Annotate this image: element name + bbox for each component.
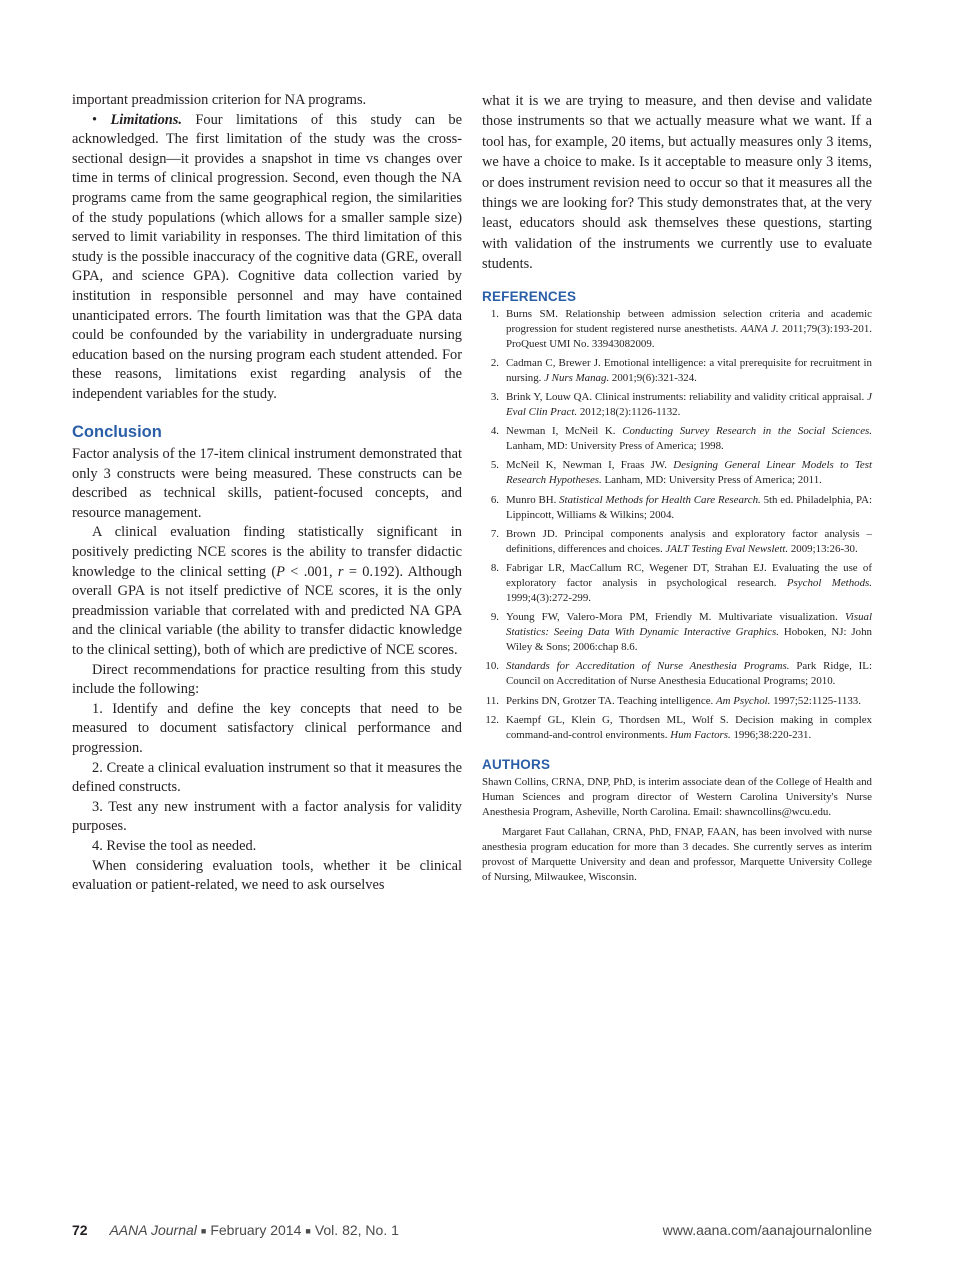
authors-heading: AUTHORS	[482, 756, 551, 772]
reference-item	[482, 458, 872, 488]
reference-source: J Nurs Manag.	[544, 371, 610, 384]
right-column	[482, 91, 872, 890]
reference-text: Young FW, Valero-Mora PM, Friendly M. Multivariate visualization.	[506, 611, 845, 624]
reference-source: Visual Statistics: Seeing Data With Dynamic Interactive Graphics.	[506, 611, 872, 639]
journal-url[interactable]: www.aana.com/aanajournalonline	[662, 1222, 872, 1238]
reference-item	[482, 493, 872, 523]
authors-block	[482, 775, 872, 885]
reference-text: Munro BH.	[506, 493, 560, 506]
journal-name: AANA Journal	[109, 1222, 197, 1238]
reference-item	[482, 356, 872, 386]
author-bio-2: Margaret Faut Callahan, CRNA, PhD, FNAP, FAAN, has been involved with nurse anesthesia program education for more than 3 decades. She currently serves as interim provost of Marquette University and dean and professor, Marquette University College of Nursing, Milwaukee, Wisconsin.	[482, 825, 872, 883]
r-value-symbol: r	[337, 563, 344, 580]
reference-item	[482, 424, 872, 454]
conclusion-paragraph-4: When considering evaluation tools, whether it be clinical evaluation or patient-related, we need to ask ourselves	[72, 857, 462, 894]
reference-item	[482, 610, 872, 655]
reference-number: 11.	[485, 694, 499, 707]
reference-source: Am Psychol.	[715, 694, 771, 707]
reference-text: Burns SM. Relationship between admission selection criteria and academic progression for student registered nurse anesthetists.	[506, 307, 872, 335]
conclusion-p2-text-b: < .001,	[284, 563, 338, 580]
continuation-block	[482, 91, 872, 275]
reference-number: 10.	[485, 660, 499, 673]
left-column	[72, 91, 462, 896]
recommendation-4: 4. Revise the tool as needed.	[92, 837, 257, 854]
reference-item	[482, 390, 872, 420]
reference-number: 9.	[490, 611, 499, 624]
reference-text: Newman I, McNeil K.	[506, 425, 623, 438]
recommendation-2: 2. Create a clinical evaluation instrument so that it measures the defined constructs.	[72, 759, 462, 796]
reference-details: 2001;9(6):321-324.	[609, 371, 697, 384]
reference-text: Kaempf GL, Klein G, Thordsen ML, Wolf S. Decision making in complex command-and-control environments.	[506, 713, 872, 741]
reference-details: 1997;52:1125-1133.	[770, 694, 861, 707]
intro-paragraph: important preadmission criterion for NA programs.	[72, 92, 367, 108]
conclusion-p2-text-c: = 0.192). Although overall GPA is not itself predictive of NCE scores, it is the only preadmission variable that correlated with and predicted NA GPA and the clinical variable (the ability to transfer didactic knowledge to the clinical setting), both of which are predictive of NCE scores.	[72, 563, 462, 659]
bullet: •	[92, 111, 111, 128]
reference-text: Fabrigar LR, MacCallum RC, Wegener DT, Strahan EJ. Evaluating the use of exploratory factor analysis in psychological research.	[506, 561, 872, 589]
reference-source: J Eval Clin Pract.	[506, 391, 872, 419]
reference-details: Lanham, MD: University Press of America; 1998.	[506, 440, 724, 453]
reference-details: Lanham, MD: University Press of America; 2011.	[601, 474, 822, 487]
reference-source: AANA J.	[740, 322, 779, 335]
reference-item	[482, 713, 872, 743]
reference-text: Brown JD. Principal components analysis and exploratory factor analysis – definitions, differences and choices.	[506, 527, 872, 555]
reference-item	[482, 527, 872, 557]
reference-source: Standards for Accreditation of Nurse Anesthesia Programs.	[506, 660, 790, 673]
reference-source: JALT Testing Eval Newslett.	[665, 542, 789, 555]
reference-details: 2012;18(2):1126-1132.	[577, 406, 681, 419]
reference-details: 1996;38:220-231.	[730, 728, 812, 741]
reference-item	[482, 694, 872, 709]
reference-details: 5th ed. Philadelphia, PA: Lippincott, Williams & Wilkins; 2004.	[506, 493, 873, 521]
reference-list	[482, 307, 872, 743]
reference-item	[482, 561, 872, 606]
reference-details: Park Ridge, IL: Council on Accreditation of Nurse Anesthesia Educational Programs; 2010.	[506, 660, 872, 688]
reference-number: 6.	[490, 493, 499, 506]
separator-icon: ■	[200, 1226, 207, 1237]
reference-item	[482, 659, 872, 689]
conclusion-p2-text-a: A clinical evaluation finding statistically significant in positively predicting NCE scores is the ability to transfer didactic knowledge to the clinical setting (	[72, 524, 462, 580]
reference-source: Conducting Survey Research in the Social Sciences.	[622, 425, 872, 438]
separator-icon: ■	[305, 1226, 311, 1237]
limitations-paragraph	[72, 111, 462, 405]
reference-number: 5.	[490, 459, 499, 472]
limitations-label: Limitations.	[110, 111, 183, 128]
reference-details: Hoboken, NJ: John Wiley & Sons; 2006:chap 8.6.	[506, 626, 872, 654]
reference-number: 3.	[490, 391, 499, 404]
reference-details: 2009;13:26-30.	[788, 542, 858, 555]
references-heading: REFERENCES	[482, 288, 577, 304]
reference-details: 1999;4(3):272-299.	[506, 591, 591, 604]
page-number: 72	[72, 1222, 88, 1238]
recommendation-1: 1. Identify and define the key concepts that need to be measured to document satisfactory clinical performance and progression.	[72, 700, 462, 756]
reference-source: Hum Factors.	[670, 728, 731, 741]
conclusion-paragraph-2	[72, 523, 462, 660]
p-value-symbol: P	[276, 563, 285, 580]
reference-number: 4.	[490, 425, 499, 438]
recommendation-3: 3. Test any new instrument with a factor analysis for validity purposes.	[72, 798, 462, 835]
reference-number: 7.	[490, 527, 499, 540]
reference-item	[482, 307, 872, 352]
conclusion-heading: Conclusion	[72, 422, 162, 441]
reference-text: Brink Y, Louw QA. Clinical instruments: reliability and validity critical appraisal.	[506, 391, 868, 404]
reference-text: Cadman C, Brewer J. Emotional intelligence: a vital prerequisite for recruitment in nursing.	[506, 356, 872, 384]
volume-info: Vol. 82, No. 1	[314, 1222, 399, 1238]
reference-number: 12.	[485, 713, 499, 726]
reference-text: Perkins DN, Grotzer TA. Teaching intelligence.	[506, 694, 716, 707]
page-footer	[72, 1222, 872, 1242]
reference-number: 1.	[490, 307, 499, 320]
reference-source: Designing General Linear Models to Test Research Hypotheses.	[506, 459, 872, 487]
continuation-paragraph: what it is we are trying to measure, and then devise and validate those instruments so that we actually measure what we want. If a tool has, for example, 20 items, but actually measures only 3 items, we have a choice to make. Is it acceptable to measure only 3 items, or does instrument revision need to occur so that it measures all the things we are looking for? This study demonstrates that, at the very least, educators should ask themselves these questions, starting with validation of the instruments we currently use to evaluate students.	[482, 93, 872, 273]
issue-date: February 2014	[210, 1222, 302, 1238]
author-bio-1: Shawn Collins, CRNA, DNP, PhD, is interim associate dean of the College of Health and Human Sciences and program director of Western Carolina University's Nurse Anesthesia Program, Asheville, North Carolina. Email: shawncollins@wcu.edu.	[482, 775, 872, 818]
reference-source: Psychol Methods.	[786, 576, 872, 589]
conclusion-paragraph-3: Direct recommendations for practice resulting from this study include the following:	[72, 661, 462, 698]
reference-source: Statistical Methods for Health Care Research.	[559, 493, 761, 506]
journal-info	[109, 1222, 398, 1238]
reference-number: 2.	[490, 356, 499, 369]
reference-number: 8.	[490, 561, 499, 574]
reference-details: 2011;79(3):193-201. ProQuest UMI No. 33943082009.	[506, 322, 872, 350]
limitations-text: Four limitations of this study can be acknowledged. The first limitation of the study was the cross-sectional design—it provides a snapshot in time vs changes over time in terms of clinical progression. Second, even though the NA programs came from the same geographical region, the similarities of the study populations (which allows for a smaller sample size) served to limit variability in responses. The third limitation of this study is the possible inaccuracy of the cognitive data (GRE, overall GPA, and science GPA). Cognitive data collection varied by institution in responsible personnel and may have contained unanticipated errors. The fourth limitation was that the GPA data could be confounded by the variability in undergraduate nursing education based on the nursing program each student attended. For these reasons, limitations exist regarding analysis of the independent variables for the study.	[72, 111, 462, 402]
conclusion-paragraph-1: Factor analysis of the 17-item clinical instrument demonstrated that only 3 constructs were being measured. These constructs can be described as technical skills, patient-focused concepts, and resource management.	[72, 446, 462, 521]
reference-text: McNeil K, Newman I, Fraas JW.	[506, 459, 674, 472]
